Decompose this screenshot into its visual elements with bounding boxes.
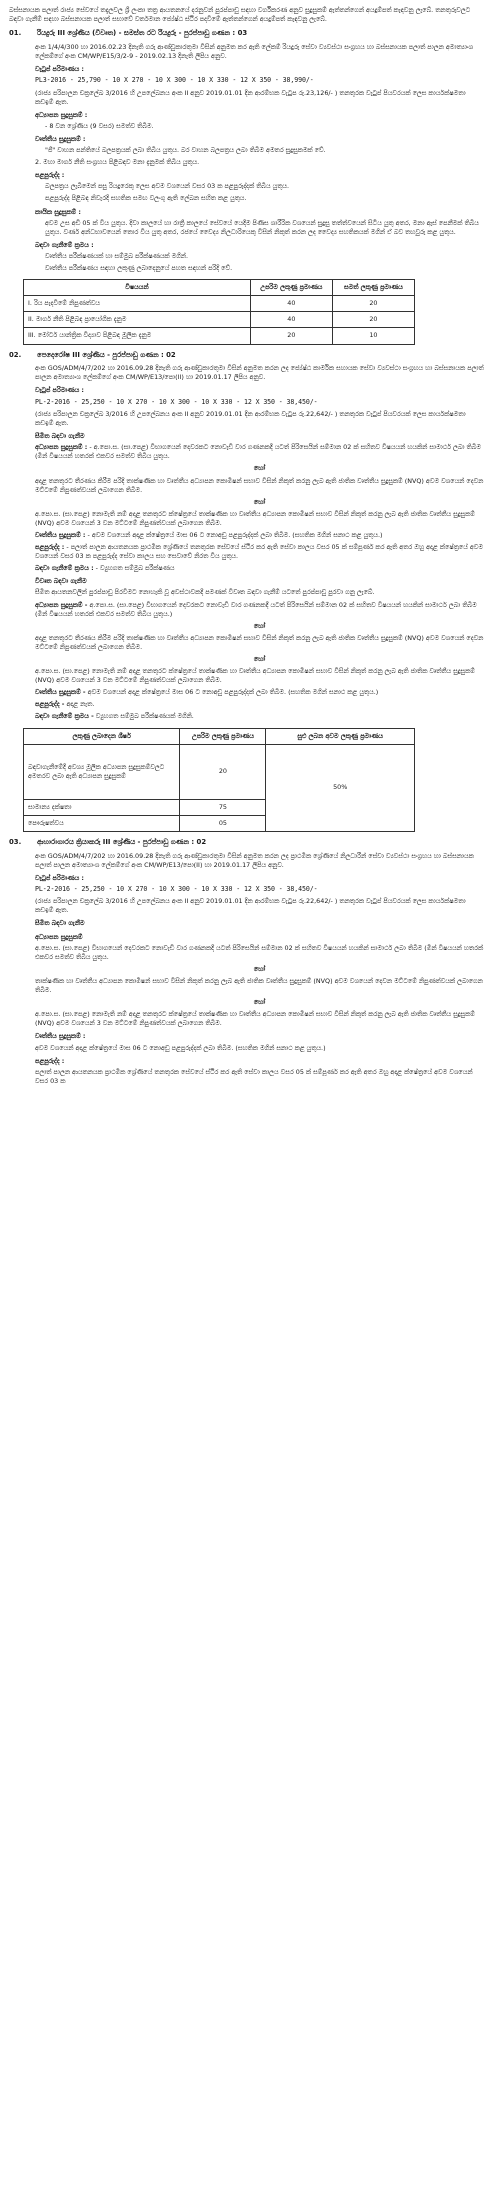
table-header-row [24,280,415,296]
section-3-body [9,852,484,1086]
nvq-text-3: අදාළ තනතුරට තීරණය කිරීම පරිදි තාක්ෂණික හා වෘත්තීය අධ්‍යාපන කොමිෂන් සභාව විසින් නිකුත් කරනු ලැබ ඇති ජාතික වෘත්තීය සුදුසුකම් (NVQ) අවම වශයෙන් දෙවන මට්ටමේ නිපුණත්වයක් ලබාගෙන තිබීම. [35,633,484,651]
professional-value-2: අවම වශයෙන් අදාළ ක්ෂේත්‍රයේ මාස 06 ට නොඅඩු පළපුරුද්දක් ලබා තිබීම. (සහතික මගින් සනාථ කළ යුතුය.) [87,688,379,697]
table-row [24,312,415,328]
section-number: 01. [9,29,22,38]
salary-label: වැටුප් පරිමාණය : [35,873,84,882]
authority-paragraph: අංක 1/4/4/300 හා 2016.02.23 දිනැති ගරු ආණ්ඩුකාරතුමා විසින් අනුමත කර ඇති ලේකම් රියදුරු සේවා ව්‍යවස්ථා සංග්‍රහය හා බස්සනායක පලාත් පාලන අමාත්‍යාංශ ලේකම්ගේ අංක CM/WP/E15/3/2-9 - 2019.02.13 දිනැති ලිපිය අනුව. [35,42,474,61]
table-cell: සාමාන්‍ය දක්ෂතා [24,799,180,815]
gazette-page [0,0,492,1089]
experience-text-2 [35,700,484,709]
table-header: සුළු ලබන අවම ලකුණු ප්‍රමාණය [266,728,415,744]
table-cell: 75 [180,799,266,815]
or-separator: හෝ [253,964,266,973]
professional-label: වෘත්තීය සුදුසුකම් : [35,1032,86,1041]
experience-label: පළපුරුද්ද : [35,171,65,180]
section-2-body [9,364,484,721]
method-value: - ව්‍යුහගත සම්මුඛ පරීක්ෂණය [95,564,175,573]
experience-text-2: පළපුරුද්ද පිළිබඳ නිවැරදි සහතික සමඟ වලංගු ඇති ලේඛන සහිත කළ යුතුය. [45,194,247,203]
section-2-title [9,351,484,361]
salary-note: (රාජ්‍ය පරිපාලන චක්‍රලේඛ 3/2016 හි උපලේඛනය අංක II අනුව 2019.01.01 දින ආරම්භක වැටුප රු.22,642/- ) තනතුරක වැටුප් පියවරයක් ලෙස කාර්යක්ෂමතා කඩඉම් ඇත. [35,409,466,428]
or-separator: හෝ [253,998,266,1007]
nvq-text-2: අ.පො.ස. (සා.පෙළ) නොමැති නම් අදාළ තනතුරට ක්ෂේත්‍රයේ තාක්ෂණික හා වෘත්තීය අධ්‍යාපන කොමිෂන් සභාව විසින් නිකුත් කරනු ලැබ ඇති ජාතික වෘත්තීය සුදුසුකම් (NVQ) අවම වශයෙන් 3 වන මට්ටමේ නිපුණත්වයක් ලබාගෙන තිබීම. [35,509,475,527]
professional-value: - අවම වශයෙන් අදාළ ක්ෂේත්‍රයේ මාස 06 ට නොඅඩු පළපුරුද්දක් ලබා තිබීම. (සහතික මගින් සනාථ කළ යුතුය.) [87,530,383,539]
table-cell: 10 [332,328,414,344]
or-separator: හෝ [253,497,266,506]
authority-paragraph: අංක GOS/ADM/4/7/202 හා 2016.09.28 දිනැති ගරු ආණ්ඩුකාරතුමා විසින් අනුමත කරන ලද ප්‍රාථමික ශ්‍රේණියේ නිලධාරීන් සේවා ව්‍යවස්ථා සංග්‍රහය හා බස්සනායක පලාත් පාලන අමාත්‍යාංශ ලේකම්ගේ අංක CM/WP/E13/පො(II) හා 2019.01.17 ලිපිය අනුව. [35,851,474,869]
section-1-body [9,43,484,273]
salary-label: වැටුප් පරිමාණය : [35,386,84,395]
education-value: - අ.පො.ස. (සා.පෙළ) විභාගයෙන් දෙවරකට නොවැඩි වාර ගණනකදී යටත් පිරිසෙයින් සම්මාන 02 ක් සහිතව විෂයයන් හයකින් සාමාර්ථ ලබා තිබීම (මින් විෂයයන් හතරක් එකවර සමත්ව තිබිය යුතුය. [35,443,481,461]
physical-text: අවම උස අඩි 05 ක් විය යුතුය. දිවා කාලයේ හා රාත්‍රී කාලයේ සේවයේ යෙදීම පිණිස ශාරීරික වශයෙන් සුදුසු තත්ත්වයෙන් සිටිය යුතු අතර, මනා ඇස් පෙනීමක් තිබිය යුතුය. වර්ණ අන්ධභාවයෙන් තොර විය යුතු අතර, රජයේ වෛද්‍ය නිලධාරියෙකු විසින් නිකුත් කරන ලද වෛද්‍ය සහතිකයක් මගින් ඒ බව තහවුරු කළ යුතුය. [45,218,479,236]
table-cell: 20 [332,312,414,328]
table-cell: I. රිය පැදවීමේ නිපුණත්වය [24,296,251,312]
experience-label: පළපුරුද්ද : [35,1056,65,1065]
professional-text: අවම වශයෙන් අදාළ ක්ෂේත්‍රයේ මාස 06 ට නොඅඩු පළපුරුද්දක් ලබා තිබීම. (සහතික මගින් සනාථ කළ යුතුය.) [35,1043,326,1052]
experience-value: - පලාත් පාලන ආයතනයක ප්‍රාථමික ශ්‍රේණියේ තනතුරක සේවයේ ස්ථිර කර ඇති සේවා කාලය වසර 05 ක් සම්පූර්ණ කර ඇති අතර ඔහු අදාළ ක්ෂේත්‍රයේ අවම වශයෙන් වසර 03 ක පළපුරුද්ද සේවා කාලය සහ සෙවාවේ නිරත විය යුතුය. [35,543,483,561]
salary-scale: PL-2-2016 - 25,250 - 10 X 270 - 10 X 300 - 10 X 330 - 12 X 350 - 38,450/- [35,397,318,406]
open-recruitment-text: සීමිත ආයතනවලින් පුරප්පාඩු පිරවීමට නොහැකි වූ අවස්ථාවකදී පමණක් විවෘත බඳවා ගැනීම් යටතේ පුරප්පාඩු පුරවා ගනු ලැබේ. [35,588,375,597]
limited-recruitment-label: සීමිත බඳවා ගැනීම [35,432,85,441]
method-label-2: බඳවා ගැනීමේ ක්‍රමය - [35,712,94,721]
table-row [24,296,415,312]
table-cell: 20 [332,296,414,312]
table-row [24,328,415,344]
education-label: අධ්‍යාපන සුදුසුකම් : [35,110,88,119]
education-text [35,443,484,461]
nvq-text-4: අ.පො.ස. (සා.පෙළ) නොමැති නම් අදාළ තනතුරට ක්ෂේත්‍රයේ තාක්ෂණික හා වෘත්තීය අධ්‍යාපන කොමිෂන් සභාව විසින් නිකුත් කරනු ලැබ ඇති ජාතික වෘත්තීය සුදුසුකම් (NVQ) අවම වශයෙන් 3 වන මට්ටමේ නිපුණත්වයක් ලබාගෙන තිබීම. [35,667,475,685]
section-number: 03. [9,837,22,846]
method-label: බඳවා ගැනීමේ ක්‍රමය : [35,564,94,573]
salary-label: වැටුප් පරිමාණය : [35,65,84,74]
professional-text [35,531,484,540]
table-row [24,744,415,799]
education-label: අධ්‍යාපන සුදුසුකම් [35,932,83,941]
professional-label: වෘත්තීය සුදුසුකම් : [35,530,86,539]
education-label: අධ්‍යාපන සුදුසුකම් : [35,443,88,452]
table-cell: බඳවාගැනීමේදී අවශ්‍ය මූලික අධ්‍යාපන සුදුසුකම්වලට අමතරව ලබා ඇති අධ්‍යාපන සුදුසුකම් [24,744,180,799]
marks-table-1 [23,279,415,344]
or-separator: හෝ [253,621,266,630]
method-text-2: වෘත්තීය පරීක්ෂණය සඳහා ලකුණු ලබාදෙනුයේ පහත සඳහන් පරිදි වේ. [45,264,233,273]
section-3-title [9,838,484,848]
salary-scale: PL3-2016 - 25,790 - 10 X 270 - 10 X 300 - 10 X 330 - 12 X 350 - 38,990/- [35,76,314,85]
or-separator: හෝ [253,464,266,473]
item-2: 2. මහා මාර්ග නීති සංග්‍රහය පිළිබඳව මනා දැනුමක් තිබිය යුතුය. [35,158,200,167]
method-text [35,564,484,573]
table-cell: II. මාර්ග නීති පිළිබඳ ප්‍රායෝගික දැනුම [24,312,251,328]
experience-value-2: අදාළ නැත. [66,700,95,709]
experience-text: පලාත් පාලන ආයතනයක ප්‍රාථමික ශ්‍රේණියේ තනතුරක සේවයේ ස්ථිර කර ඇති සේවා කාලය වසර 05 ක් සම්පූර්ණ කර ඇති අතර ඔහු අදාළ ක්ෂේත්‍රයේ අවම වශයෙන් වසර 03 ක [35,1067,473,1085]
section-1-title [9,29,484,39]
salary-note: (රාජ්‍ය පරිපාලන චක්‍රලේඛ 3/2016 හි උපලේඛනය අංක II අනුව 2019.01.01 දින ආරම්භක වැටුප රු.22,642/- ) තනතුරක වැටුප් පියවරයක් ලෙස කාර්යක්ෂමතා කඩඉම් ඇත. [35,897,466,915]
education-text: - 8 වන ශ්‍රේණිය (9 වසර) සමත්ව තිබීම. [45,121,154,130]
education-value-2: අ.පො.ස. (සා.පෙළ) විභාගයෙන් දෙවරකට නොවැඩි වාර ගණනකදී යටත් පිරිසෙයින් සම්මාන 02 ක් සහිතව විෂයයන් හයකින් සාමාර්ථ ලබා තිබීම (මින් විෂයයන් හතරක් එකවර සමත්ව තිබිය යුතුය.) [35,600,477,618]
nvq-text-2: අ.පො.ස. (සා.පෙළ) නොමැති නම් අදාළ තනතුරට ක්ෂේත්‍රයේ තාක්ෂණික හා වෘත්තීය අධ්‍යාපන කොමිෂන් සභාව විසින් නිකුත් කරනු ලැබ ඇති ජාතික වෘත්තීය සුදුසුකම් (NVQ) අවම වශයෙන් 3 වන මට්ටමේ නිපුණත්වයක් ලබාගෙන තිබීම. [35,1010,475,1028]
section-number: 02. [9,350,22,359]
salary-note: (රාජ්‍ය පරිපාලන චක්‍රලේඛ 3/2016 හි උපලේඛනය අංක II අනුව 2019.01.01 දින ආරම්භක වැටුප රු.23,126/- ) තනතුරක වැටුප් පියවරයක් ලෙස කාර්යක්ෂමතා කඩඉම් ඇත. [35,88,466,106]
section-heading: රියදුරු III ශ්‍රේණිය (විවෘත) - සමස්ත රට රියදුරු - පුරප්පාඩු ගණන : 03 [37,29,248,38]
table-cell-min: 50% [266,744,415,831]
professional-text-2 [35,688,484,697]
table-header: විෂයයන් [24,280,251,296]
authority-paragraph: අංක GOS/ADM/4/7/202 හා 2016.09.28 දිනැති ගරු ආණ්ඩුකාරතුමා විසින් අනුමත කරන ලද ජ්‍යේෂ්ඨ කාර්මික සහායක සේවා ව්‍යවස්ථා සංග්‍රහය හා බස්සනායක පලාත් පාලන අමාත්‍යාංශ ලේකම්ගේ අංක CM/WP/E13/පො(II) හා 2019.01.17 ලිපිය අනුව. [35,364,484,382]
nvq-text: අදාළ තනතුරට තීරණය කිරීම පරිදි තාක්ෂණික හා වෘත්තීය අධ්‍යාපන කොමිෂන් සභාව විසින් නිකුත් කරනු ලැබ ඇති ජාතික වෘත්තීය සුදුසුකම් (NVQ) අවම වශයෙන් දෙවන මට්ටමේ නිපුණත්වයක් ලබාගෙන තිබීම. [35,476,484,494]
experience-label-2: පළපුරුද්ද - [35,700,65,709]
salary-scale: PL-2-2016 - 25,250 - 10 X 270 - 10 X 300 - 10 X 330 - 12 X 350 - 38,450/- [35,884,318,893]
method-label: බඳවා ගැනීමේ ක්‍රමය : [35,240,94,249]
section-heading: ආහාරාගාරය ක්‍රියාකරු III ශ්‍රේණිය - පුරප්පාඩු ගණන : 02 [37,837,207,846]
method-value-2: ව්‍යුහගත සම්මුඛ පරීක්ෂණයක් මගිනි. [95,712,194,721]
table-header: ලකුණු ලබාදෙන ශීර්ෂ [24,728,180,744]
education-label-2: අධ්‍යාපන සුදුසුකම් - [35,600,88,609]
table-cell: 05 [180,815,266,831]
open-recruitment-label: විවෘත බඳවා ගැනීම [35,577,87,586]
table-cell: පෞරුෂත්වය [24,815,180,831]
method-text-2 [35,712,484,721]
or-separator: හෝ [253,655,266,663]
professional-text: "ජී" වාහන පන්තියේ බලපත්‍රයක් ලබා තිබිය යුතුය. බර වාහන බලපත්‍රය ලබා තිබීම අමතර සුදුසුකමක් වේ. [45,146,326,155]
physical-label: කායික සුදුසුකම් : [35,207,81,216]
table-cell: 20 [250,328,332,344]
nvq-text: තාක්ෂණික හා වෘත්තීය අධ්‍යාපන කොමිෂන් සභාව විසින් නිකුත් කරනු ලැබ ඇති ජාතික වෘත්තීය සුදුසුකම් (NVQ) අවම වශයෙන් දෙවන මට්ටමේ නිපුණත්වයක් ලබාගෙන තිබීම. [35,976,483,995]
table-header-row [24,728,415,744]
marks-table-2 [23,728,415,832]
education-text: අ.පො.ස. (සා.පෙළ) විභාගයෙන් දෙවරකට නොවැඩි වාර ගණනකදී යටත් පිරිසෙයින් සම්මාන 02 ක් සහිතව විෂයයන් හයකින් සාමාර්ථ ලබා තිබීම (මින් විෂයයන් හතරක් එකවර සමත්ව තිබිය යුතුය. [35,943,484,961]
section-heading: පෙදෙරෝෂ III ශ්‍රේණිය - පුරප්පාඩු ගණන : 02 [37,350,176,359]
method-text: වෘත්තීය පරීක්ෂණයක් හා සම්මුඛ පරීක්ෂණයක් මගින්. [45,251,189,260]
table-header: උපරිම ලකුණු ප්‍රමාණය [250,280,332,296]
experience-text: බලපත්‍රය ලැබීමෙන් පසු රියදුරෙකු ලෙස අවම වශයෙන් වසර 03 ක පළපුරුද්දක් තිබිය යුතුය. [45,182,290,191]
professional-label: වෘත්තීය සුදුසුකම් : [35,135,86,143]
table-header: සමත් ලකුණු ප්‍රමාණය [332,280,414,296]
table-cell: 40 [250,296,332,312]
professional-label-2: වෘත්තීය සුදුසුකම් - [35,688,86,697]
intro-paragraph: බස්සනායක පලාත් රාජ්‍ය සේවයේ තදැලවල ශ්‍රී ලංකා තත්‍ර ආයතනයේ දරනුවන් පුරප්පාඩු සඳහා වර්ගීකරණ අනුව සුදුසුකම් ඇත්තන්ගෙන් අයදුම්පත් කැඳවනු ලැබේ. තනතුරුවලට බඳවා ගැනීම් සඳහා බස්සනායක පලාත් සභාවේ වර්තමාන ජ්‍යේෂ්ඨ ස්ථිර පදවිමේ ඇත්තන්ගෙන් අයදුම්පත් කැඳවනු ලැබේ. [9,6,471,24]
education-text-2 [35,601,484,619]
table-header: උපරිම ලකුණු ප්‍රමාණය [180,728,266,744]
limited-recruitment-label: සීමිත බඳවා ගැනීම [35,919,85,928]
table-cell: 40 [250,312,332,328]
table-cell: 20 [180,744,266,799]
table-cell: III. මෝටර් යාන්ත්‍රික විද්‍යාව පිළිබඳ මූලික දැනුම [24,328,251,344]
experience-text [35,543,484,561]
experience-label: පළපුරුද්ද : [35,543,65,552]
